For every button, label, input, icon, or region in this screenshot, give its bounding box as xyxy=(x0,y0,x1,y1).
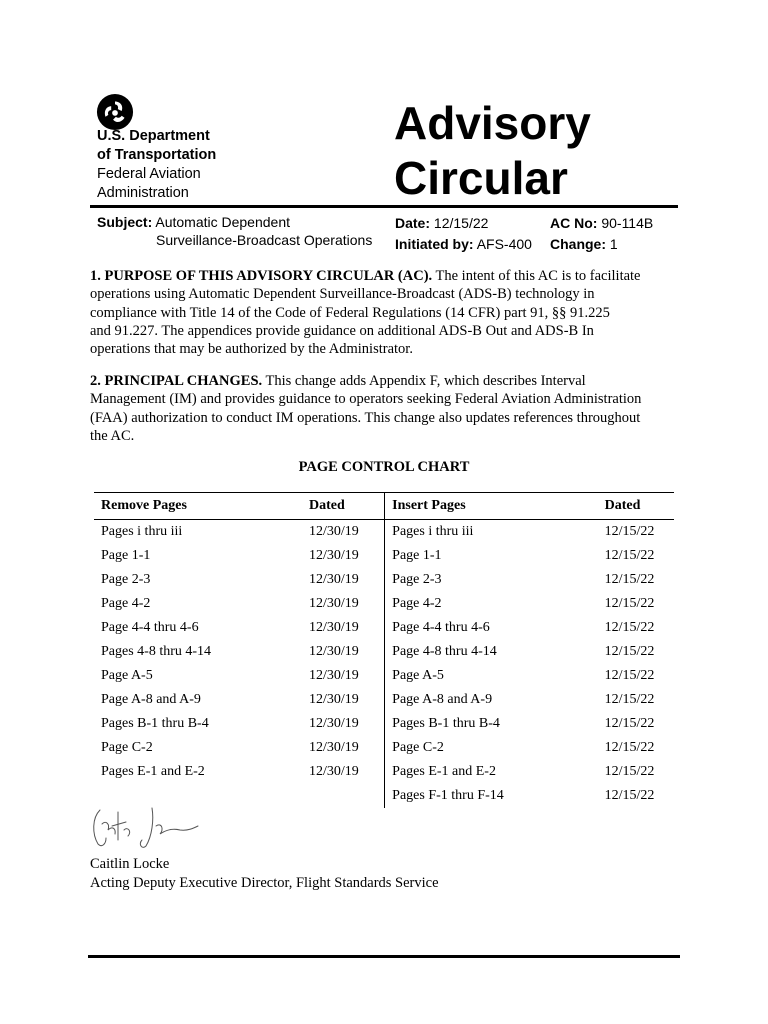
insert-pages-cell: Pages E-1 and E-2 xyxy=(392,764,496,779)
column-header-insert-dated: Dated xyxy=(598,493,674,520)
purpose-line-1: The intent of this AC is to facilitate xyxy=(432,268,641,284)
subject-label: Subject: xyxy=(97,214,153,230)
insert-dated-cell: 12/15/22 xyxy=(604,596,655,611)
table-row xyxy=(94,544,674,568)
changes-line-1: This change adds Appendix F, which describes Interval xyxy=(262,373,586,389)
purpose-line-2: operations using Automatic Dependent Surveillance-Broadcast (ADS-B) technology in xyxy=(90,286,595,303)
remove-dated-cell: 12/30/19 xyxy=(302,520,385,545)
remove-pages-cell: Page 4-2 xyxy=(101,596,151,611)
remove-dated-cell: 12/30/19 xyxy=(302,616,385,640)
dept-line-1: U.S. Department xyxy=(97,128,210,144)
insert-pages-cell: Pages i thru iii xyxy=(392,524,474,539)
remove-pages-cell: Page C-2 xyxy=(101,740,153,755)
page-control-chart-title: PAGE CONTROL CHART xyxy=(298,459,470,475)
insert-dated-cell: 12/15/22 xyxy=(604,740,655,755)
subject-block xyxy=(97,213,372,249)
title-line-1: Advisory xyxy=(394,97,591,149)
remove-pages-cell: Page A-5 xyxy=(101,668,153,683)
table-row xyxy=(94,712,674,736)
insert-dated-cell: 12/15/22 xyxy=(604,692,655,707)
insert-dated-cell: 12/15/22 xyxy=(604,548,655,563)
table-header-row xyxy=(94,493,674,520)
purpose-line-4: and 91.227. The appendices provide guidance on additional ADS-B Out and ADS-B In xyxy=(90,322,594,339)
remove-pages-cell: Pages E-1 and E-2 xyxy=(101,764,205,779)
table-row xyxy=(94,664,674,688)
initiated-label: Initiated by: xyxy=(395,236,474,252)
principal-changes-paragraph xyxy=(90,372,680,445)
date-initiated-block xyxy=(395,213,532,255)
purpose-line-3: compliance with Title 14 of the Code of Federal Regulations (14 CFR) part 91, §§ 91.225 xyxy=(90,304,610,321)
insert-pages-cell: Page C-2 xyxy=(392,740,444,755)
remove-dated-cell xyxy=(302,784,385,808)
remove-dated-cell: 12/30/19 xyxy=(302,664,385,688)
principal-changes-heading: 2. PRINCIPAL CHANGES. xyxy=(90,373,263,389)
change-label: Change: xyxy=(550,236,606,252)
insert-pages-cell: Pages B-1 thru B-4 xyxy=(392,716,500,731)
insert-pages-cell: Page A-5 xyxy=(392,668,444,683)
dot-logo-icon xyxy=(96,93,134,131)
insert-pages-cell: Page 2-3 xyxy=(392,572,442,587)
acno-value: 90-114B xyxy=(601,215,654,231)
remove-pages-cell: Page 2-3 xyxy=(101,572,151,587)
insert-pages-cell: Page 4-2 xyxy=(392,596,442,611)
remove-dated-cell: 12/30/19 xyxy=(302,544,385,568)
column-header-insert-pages: Insert Pages xyxy=(385,493,598,520)
purpose-line-5: operations that may be authorized by the Administrator. xyxy=(90,341,413,358)
insert-dated-cell: 12/15/22 xyxy=(604,764,655,779)
remove-dated-cell: 12/30/19 xyxy=(302,760,385,784)
header-divider xyxy=(90,205,678,208)
table-row xyxy=(94,520,674,545)
remove-pages-cell: Page 4-4 thru 4-6 xyxy=(101,620,199,635)
dept-line-2: of Transportation xyxy=(97,147,217,163)
signer-name: Caitlin Locke xyxy=(90,856,170,872)
remove-dated-cell: 12/30/19 xyxy=(302,712,385,736)
changes-line-2: Management (IM) and provides guidance to operators seeking Federal Aviation Administration xyxy=(90,391,642,408)
table-row xyxy=(94,616,674,640)
change-value: 1 xyxy=(609,236,618,252)
remove-pages-cell: Pages i thru iii xyxy=(101,524,183,539)
purpose-heading: 1. PURPOSE OF THIS ADVISORY CIRCULAR (AC). xyxy=(90,268,433,284)
insert-pages-cell: Pages F-1 thru F-14 xyxy=(392,788,504,803)
document-title xyxy=(394,96,591,206)
initiated-value: AFS-400 xyxy=(476,236,532,252)
insert-dated-cell: 12/15/22 xyxy=(604,716,655,731)
remove-dated-cell: 12/30/19 xyxy=(302,568,385,592)
changes-line-4: the AC. xyxy=(90,427,135,444)
dept-line-3: Federal Aviation xyxy=(97,166,201,182)
insert-pages-cell: Page A-8 and A-9 xyxy=(392,692,493,707)
purpose-paragraph xyxy=(90,267,680,358)
title-line-2: Circular xyxy=(394,152,568,204)
acno-change-block xyxy=(550,213,653,255)
insert-dated-cell: 12/15/22 xyxy=(604,644,655,659)
date-value: 12/15/22 xyxy=(433,215,489,231)
insert-dated-cell: 12/15/22 xyxy=(604,572,655,587)
table-row xyxy=(94,688,674,712)
remove-dated-cell: 12/30/19 xyxy=(302,736,385,760)
table-row xyxy=(94,736,674,760)
table-row xyxy=(94,592,674,616)
column-header-remove-dated: Dated xyxy=(302,493,385,520)
table-row xyxy=(94,640,674,664)
table-row xyxy=(94,760,674,784)
table-row xyxy=(94,568,674,592)
subject-line-1: Automatic Dependent xyxy=(155,214,290,230)
page-control-chart-table xyxy=(94,492,674,808)
insert-dated-cell: 12/15/22 xyxy=(604,788,655,803)
dept-line-4: Administration xyxy=(97,185,189,201)
insert-dated-cell: 12/15/22 xyxy=(604,668,655,683)
department-block xyxy=(97,127,216,203)
signature-icon xyxy=(88,800,203,860)
remove-pages-cell: Pages B-1 thru B-4 xyxy=(101,716,209,731)
footer-divider xyxy=(88,955,680,958)
remove-dated-cell: 12/30/19 xyxy=(302,592,385,616)
changes-line-3: (FAA) authorization to conduct IM operations. This change also updates references throughout xyxy=(90,409,641,426)
date-label: Date: xyxy=(395,215,431,231)
remove-dated-cell: 12/30/19 xyxy=(302,640,385,664)
signer-title: Acting Deputy Executive Director, Flight Standards Service xyxy=(90,875,439,891)
column-header-remove-pages: Remove Pages xyxy=(94,493,302,520)
remove-dated-cell: 12/30/19 xyxy=(302,688,385,712)
insert-pages-cell: Page 4-4 thru 4-6 xyxy=(392,620,490,635)
signer-block xyxy=(90,855,439,893)
insert-dated-cell: 12/15/22 xyxy=(604,524,655,539)
remove-pages-cell: Page 1-1 xyxy=(101,548,151,563)
insert-pages-cell: Page 4-8 thru 4-14 xyxy=(392,644,497,659)
acno-label: AC No: xyxy=(550,215,598,231)
remove-pages-cell: Pages 4-8 thru 4-14 xyxy=(101,644,212,659)
insert-dated-cell: 12/15/22 xyxy=(604,620,655,635)
subject-line-2: Surveillance-Broadcast Operations xyxy=(156,232,373,248)
insert-pages-cell: Page 1-1 xyxy=(392,548,442,563)
remove-pages-cell: Page A-8 and A-9 xyxy=(101,692,201,707)
